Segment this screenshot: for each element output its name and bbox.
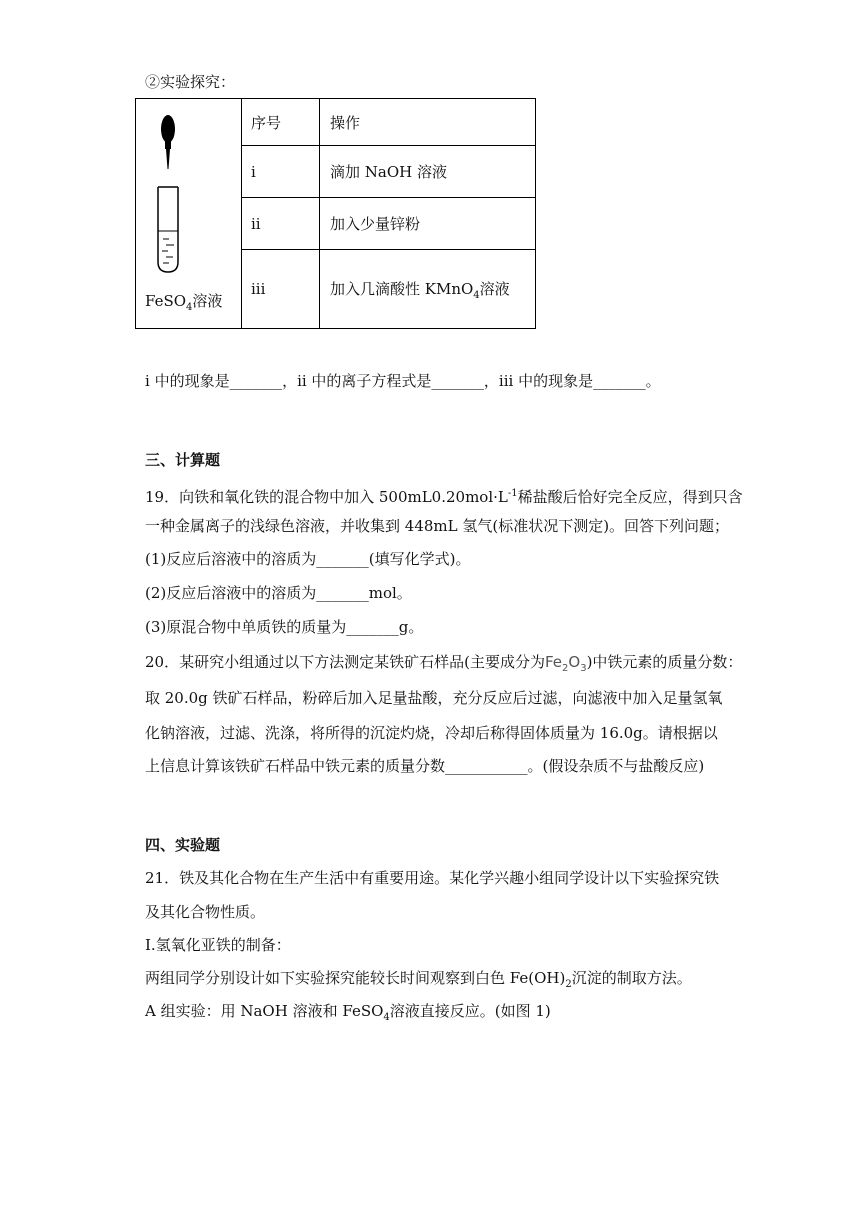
header-operation: 操作 bbox=[320, 99, 536, 146]
q19-part1: (1)反应后溶液中的溶质为_______(填写化学式)。 bbox=[145, 550, 471, 568]
apparatus-cell bbox=[136, 99, 242, 329]
q20-line4: 上信息计算该铁矿石样品中铁元素的质量分数___________。(假设杂质不与盐酸反应) bbox=[145, 757, 705, 775]
q21-line2: 及其化合物性质。 bbox=[145, 903, 266, 921]
row-operation: 滴加 NaOH 溶液 bbox=[320, 146, 536, 198]
fe2o3-formula: $Fe_2O_3$ bbox=[544, 653, 587, 674]
q21-line5: A 组实验：用 NaOH 溶液和 FeSO$_4$溶液直接反应。(如图 1) bbox=[145, 1002, 551, 1023]
q20-line1: 20．某研究小组通过以下方法测定某铁矿石样品(主要成分为$Fe_2O_3$)中铁元素的质量分数： bbox=[145, 653, 743, 674]
experiment-table bbox=[135, 98, 536, 329]
row-index: iii bbox=[242, 250, 320, 329]
q21-line3: I.氢氧化亚铁的制备： bbox=[145, 936, 291, 954]
dropper-testtube-illustration bbox=[136, 99, 240, 279]
phenomena-question: i 中的现象是_______，ii 中的离子方程式是_______，iii 中的现象是_______。 bbox=[145, 372, 661, 390]
test-tube-icon bbox=[158, 187, 178, 272]
q21-line4: 两组同学分别设计如下实验探究能较长时间观察到白色 $Fe(OH)_2$沉淀的制取方法。 bbox=[145, 969, 692, 990]
row-operation: 加入几滴酸性 KMnO$_4$溶液 bbox=[320, 250, 536, 329]
q19-part3: (3)原混合物中单质铁的质量为_______g。 bbox=[145, 618, 424, 636]
q19-part2: (2)反应后溶液中的溶质为_______mol。 bbox=[145, 584, 412, 602]
intro-text: ②实验探究： bbox=[145, 73, 236, 91]
q20-line2: 取 20.0g 铁矿石样品，粉碎后加入足量盐酸，充分反应后过滤，向滤液中加入足量氢氧 bbox=[145, 689, 723, 707]
row-index: ii bbox=[242, 198, 320, 250]
q19-line2: 一种金属离子的浅绿色溶液，并收集到 448mL 氢气(标准状况下测定)。回答下列问题； bbox=[145, 517, 730, 535]
q20-line3: 化钠溶液，过滤、洗涤，将所得的沉淀灼烧，冷却后称得固体质量为 16.0g。请根据以 bbox=[145, 724, 718, 742]
q19-line1: 19．向铁和氧化铁的混合物中加入 $500mL0.20mol\cdot L^{-1}$稀盐酸后恰好完全反应，得到只含 bbox=[145, 488, 743, 506]
header-index: 序号 bbox=[242, 99, 320, 146]
row-operation: 加入少量锌粉 bbox=[320, 198, 536, 250]
section4-title: 四、实验题 bbox=[145, 836, 221, 854]
q21-line1: 21．铁及其化合物在生产生活中有重要用途。某化学兴趣小组同学设计以下实验探究铁 bbox=[145, 869, 720, 887]
dropper-icon bbox=[161, 115, 175, 169]
row-index: i bbox=[242, 146, 320, 198]
section3-title: 三、计算题 bbox=[145, 451, 221, 469]
solution-label: FeSO$_4$溶液 bbox=[145, 292, 223, 313]
